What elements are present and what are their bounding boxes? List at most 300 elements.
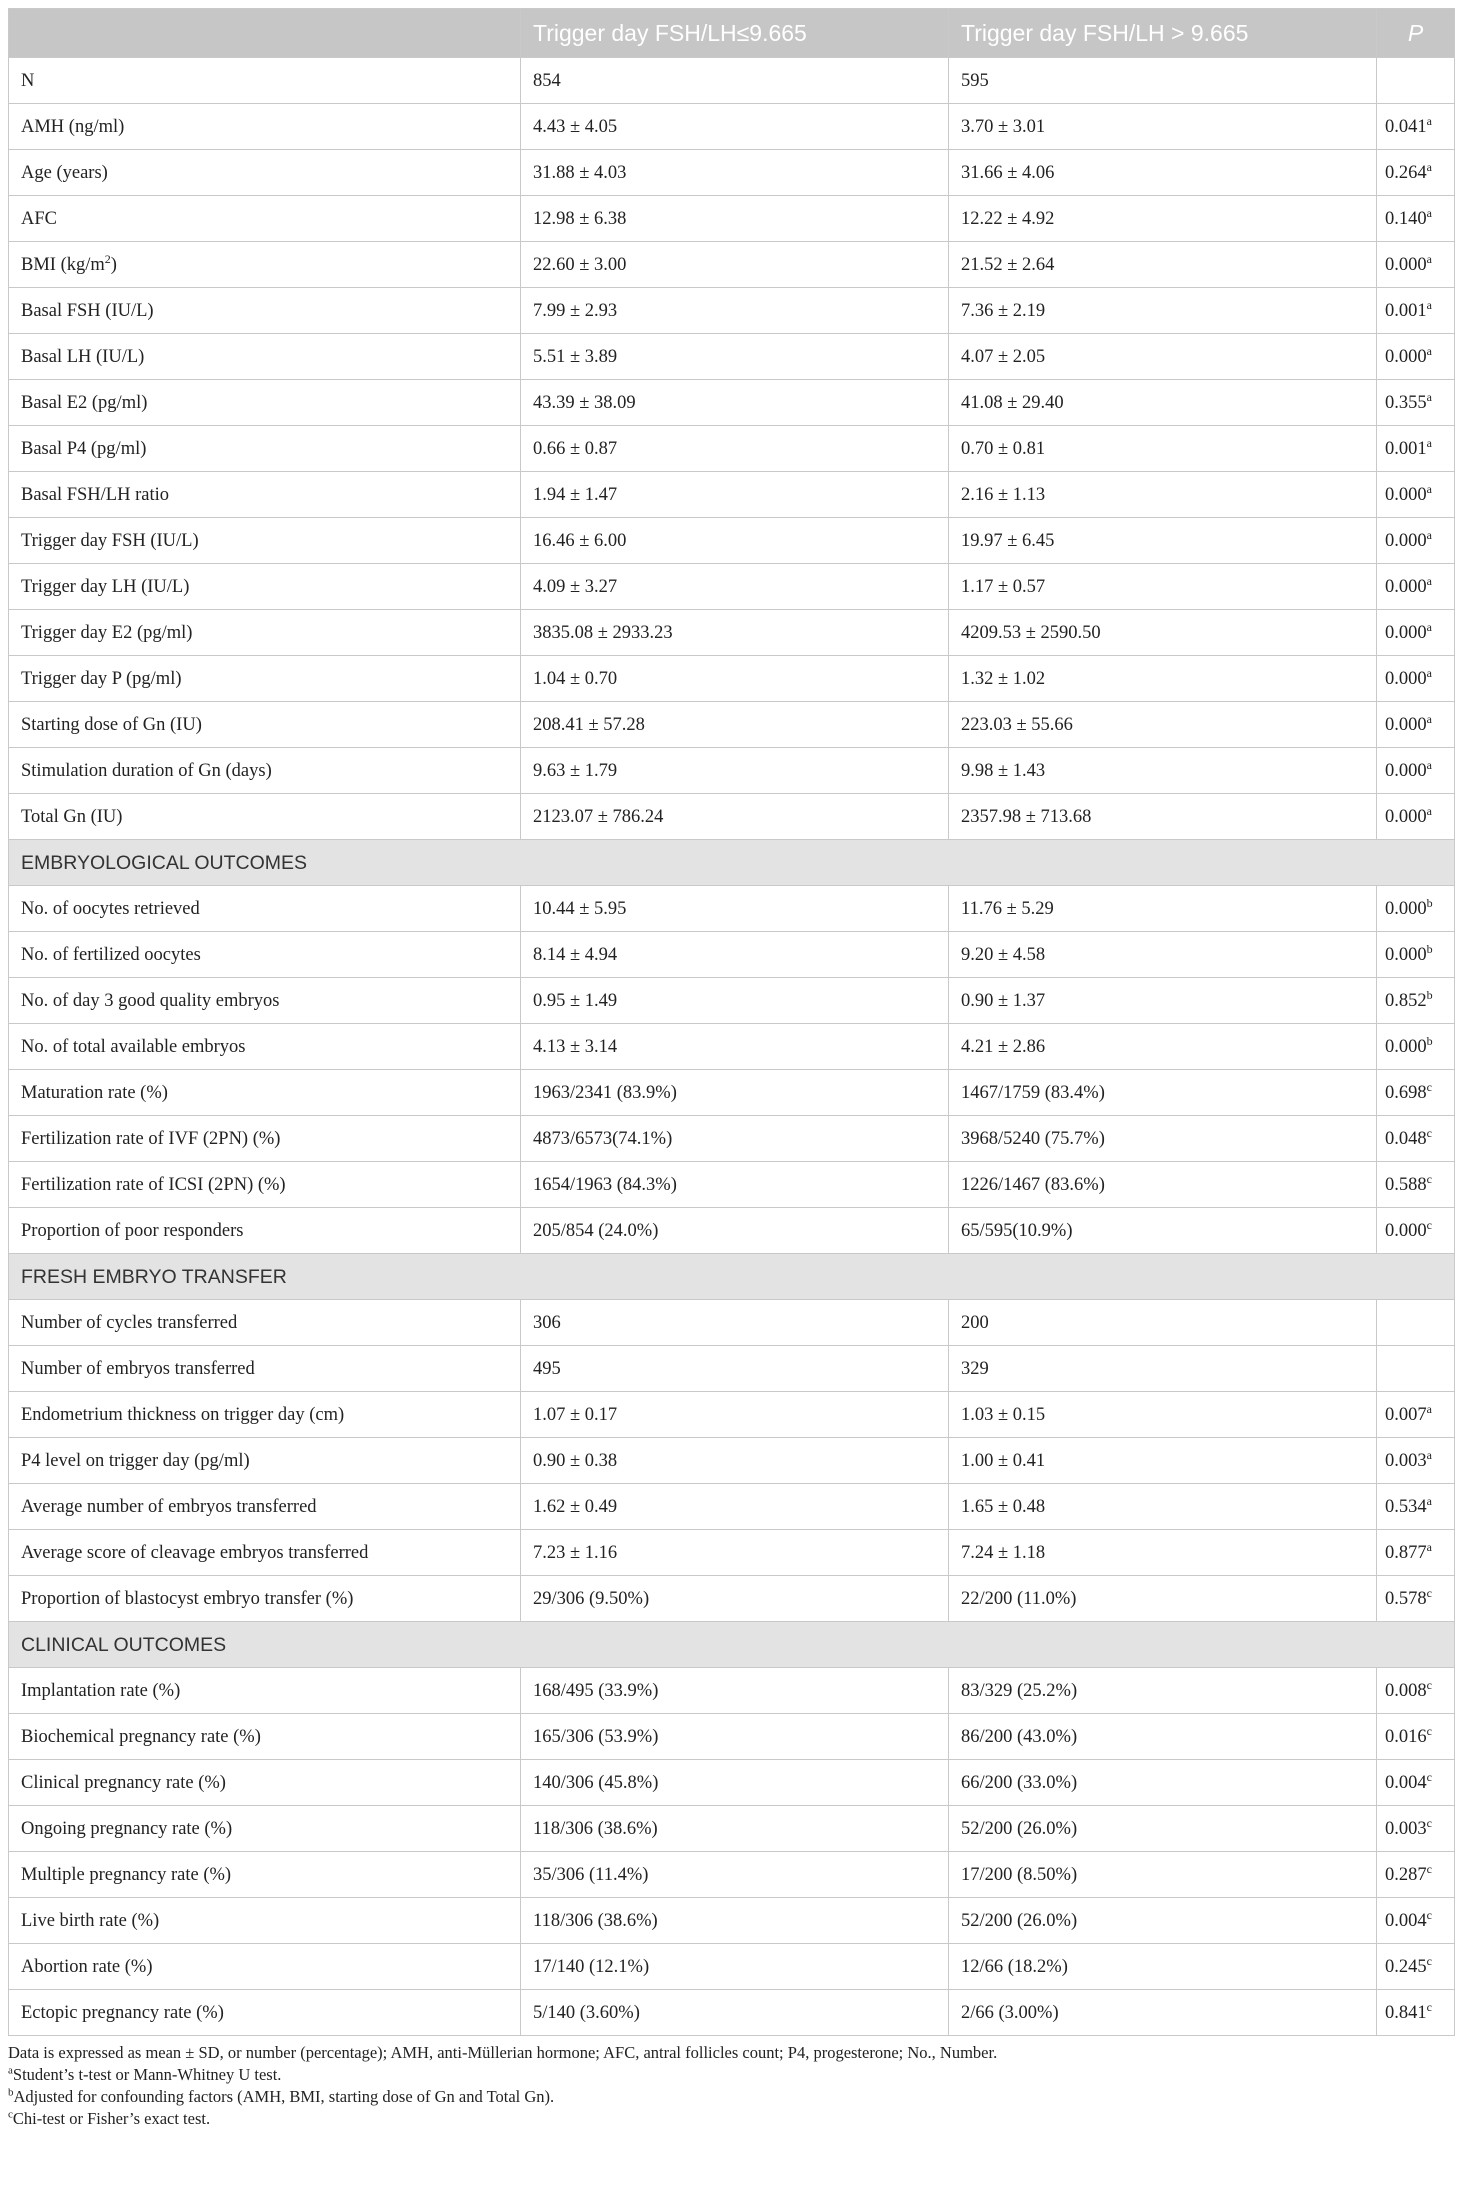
p-value-test-marker: b — [1426, 941, 1433, 956]
p-value-test-marker: c — [1426, 1585, 1432, 1600]
value-group-low: 165/306 (53.9%) — [521, 1714, 949, 1760]
value-group-low: 1.07 ± 0.17 — [521, 1392, 949, 1438]
row-label-text: Age (years) — [21, 162, 108, 183]
p-value-number: 0.140 — [1385, 208, 1427, 229]
p-value — [1377, 656, 1455, 702]
value-group-low: 4.13 ± 3.14 — [521, 1024, 949, 1070]
p-value-test-marker: a — [1426, 205, 1432, 220]
p-value — [1377, 1392, 1455, 1438]
row-label-text: P4 level on trigger day (pg/ml) — [21, 1450, 250, 1471]
p-value — [1377, 1300, 1455, 1346]
p-value-number: 0.000 — [1385, 484, 1427, 505]
p-value-number: 0.264 — [1385, 162, 1427, 183]
p-value-number: 0.698 — [1385, 1082, 1427, 1103]
row-label-text: Average score of cleavage embryos transferred — [21, 1542, 369, 1563]
row-label-text: Basal LH (IU/L) — [21, 346, 145, 367]
row-label-text: Basal FSH/LH ratio — [21, 484, 169, 505]
value-group-low: 140/306 (45.8%) — [521, 1760, 949, 1806]
row-label — [9, 104, 521, 150]
row-label-text: Abortion rate (%) — [21, 1956, 153, 1977]
row-label-text: Total Gn (IU) — [21, 806, 123, 827]
footnote-marker: a — [8, 2064, 13, 2077]
p-value-number: 0.016 — [1385, 1726, 1427, 1747]
p-value-number: 0.287 — [1385, 1864, 1427, 1885]
p-value — [1377, 150, 1455, 196]
row-label-text: Number of embryos transferred — [21, 1358, 255, 1379]
value-group-high: 7.36 ± 2.19 — [949, 288, 1377, 334]
row-label-text: Multiple pregnancy rate (%) — [21, 1864, 232, 1885]
value-group-low: 205/854 (24.0%) — [521, 1208, 949, 1254]
value-group-low: 0.66 ± 0.87 — [521, 426, 949, 472]
value-group-low: 168/495 (33.9%) — [521, 1668, 949, 1714]
row-label-text: Proportion of poor responders — [21, 1220, 244, 1241]
p-value — [1377, 1346, 1455, 1392]
value-group-high: 31.66 ± 4.06 — [949, 150, 1377, 196]
table-row — [9, 1576, 1455, 1622]
row-label-text: Stimulation duration of Gn (days) — [21, 760, 272, 781]
row-label-superscript: 2 — [104, 251, 111, 266]
table-row — [9, 1806, 1455, 1852]
row-label-text: Number of cycles transferred — [21, 1312, 238, 1333]
footnote-text: Data is expressed as mean ± SD, or number (percentage); AMH, anti-Müllerian hormone; AFC, antral follicles count; P4, progesterone; No., Number. — [8, 2043, 998, 2062]
row-label-text: AMH (ng/ml) — [21, 116, 125, 137]
p-value — [1377, 1208, 1455, 1254]
p-value-test-marker: b — [1426, 1033, 1433, 1048]
row-label-text: No. of day 3 good quality embryos — [21, 990, 280, 1011]
header-group-low: Trigger day FSH/LH≤9.665 — [521, 9, 949, 58]
row-label — [9, 1070, 521, 1116]
row-label-text: Trigger day E2 (pg/ml) — [21, 622, 193, 643]
value-group-high: 1.03 ± 0.15 — [949, 1392, 1377, 1438]
value-group-low: 118/306 (38.6%) — [521, 1898, 949, 1944]
p-value-number: 0.578 — [1385, 1588, 1427, 1609]
row-label — [9, 472, 521, 518]
table-row — [9, 1990, 1455, 2036]
value-group-low: 4.43 ± 4.05 — [521, 104, 949, 150]
p-value — [1377, 1898, 1455, 1944]
value-group-high: 329 — [949, 1346, 1377, 1392]
p-value-number: 0.588 — [1385, 1174, 1427, 1195]
value-group-high: 4.07 ± 2.05 — [949, 334, 1377, 380]
footnote — [8, 2086, 1454, 2108]
p-value-number: 0.003 — [1385, 1450, 1427, 1471]
value-group-low: 16.46 ± 6.00 — [521, 518, 949, 564]
table-row — [9, 1944, 1455, 1990]
table-row — [9, 380, 1455, 426]
row-label — [9, 518, 521, 564]
value-group-low: 3835.08 ± 2933.23 — [521, 610, 949, 656]
value-group-low: 4873/6573(74.1%) — [521, 1116, 949, 1162]
value-group-low: 12.98 ± 6.38 — [521, 196, 949, 242]
p-value — [1377, 978, 1455, 1024]
row-label-text: BMI (kg/m — [21, 254, 105, 275]
p-value — [1377, 886, 1455, 932]
p-value — [1377, 1530, 1455, 1576]
row-label — [9, 1898, 521, 1944]
row-label — [9, 1484, 521, 1530]
section-title: FRESH EMBRYO TRANSFER — [9, 1254, 1455, 1300]
row-label — [9, 1208, 521, 1254]
row-label — [9, 1162, 521, 1208]
value-group-high: 1226/1467 (83.6%) — [949, 1162, 1377, 1208]
p-value-number: 0.355 — [1385, 392, 1427, 413]
row-label-text: Basal P4 (pg/ml) — [21, 438, 147, 459]
footnote-marker: b — [8, 2086, 14, 2099]
value-group-high: 9.20 ± 4.58 — [949, 932, 1377, 978]
value-group-high: 1467/1759 (83.4%) — [949, 1070, 1377, 1116]
value-group-high: 0.90 ± 1.37 — [949, 978, 1377, 1024]
table-row — [9, 104, 1455, 150]
table-row — [9, 1300, 1455, 1346]
row-label — [9, 1300, 521, 1346]
p-value-test-marker: b — [1426, 987, 1433, 1002]
p-value-test-marker: c — [1426, 1217, 1432, 1232]
row-label — [9, 1024, 521, 1070]
value-group-high: 41.08 ± 29.40 — [949, 380, 1377, 426]
row-label-text: Maturation rate (%) — [21, 1082, 168, 1103]
value-group-low: 0.90 ± 0.38 — [521, 1438, 949, 1484]
p-value — [1377, 1070, 1455, 1116]
value-group-high: 19.97 ± 6.45 — [949, 518, 1377, 564]
p-value-number: 0.877 — [1385, 1542, 1427, 1563]
footnote-text: Chi-test or Fisher’s exact test. — [12, 2109, 211, 2128]
table-row — [9, 1898, 1455, 1944]
section-header-row — [9, 1254, 1455, 1300]
p-value-number: 0.000 — [1385, 944, 1427, 965]
p-value — [1377, 1668, 1455, 1714]
value-group-low: 118/306 (38.6%) — [521, 1806, 949, 1852]
p-value — [1377, 1162, 1455, 1208]
p-value — [1377, 334, 1455, 380]
p-value-test-marker: a — [1426, 573, 1432, 588]
table-row — [9, 1438, 1455, 1484]
row-label — [9, 196, 521, 242]
row-label-text: AFC — [21, 208, 57, 229]
p-value-test-marker: a — [1426, 1493, 1432, 1508]
value-group-high: 12/66 (18.2%) — [949, 1944, 1377, 1990]
p-value-test-marker: b — [1426, 895, 1433, 910]
value-group-low: 17/140 (12.1%) — [521, 1944, 949, 1990]
table-row — [9, 58, 1455, 104]
row-label — [9, 1760, 521, 1806]
row-label — [9, 1346, 521, 1392]
p-value-number: 0.001 — [1385, 300, 1427, 321]
row-label-text: Ectopic pregnancy rate (%) — [21, 2002, 224, 2023]
row-label-text: Basal FSH (IU/L) — [21, 300, 154, 321]
table-row — [9, 748, 1455, 794]
footnote — [8, 2108, 1454, 2130]
p-value-number: 0.001 — [1385, 438, 1427, 459]
table-row — [9, 1208, 1455, 1254]
section-header-row — [9, 840, 1455, 886]
value-group-high: 223.03 ± 55.66 — [949, 702, 1377, 748]
value-group-high: 0.70 ± 0.81 — [949, 426, 1377, 472]
row-label — [9, 1806, 521, 1852]
row-label-text: Trigger day FSH (IU/L) — [21, 530, 199, 551]
row-label — [9, 150, 521, 196]
row-label — [9, 1438, 521, 1484]
results-table — [8, 8, 1455, 2036]
p-value-test-marker: a — [1426, 1401, 1432, 1416]
row-label — [9, 656, 521, 702]
p-value — [1377, 748, 1455, 794]
value-group-high: 1.17 ± 0.57 — [949, 564, 1377, 610]
footnote-text: Adjusted for confounding factors (AMH, BMI, starting dose of Gn and Total Gn). — [13, 2087, 555, 2106]
table-row — [9, 932, 1455, 978]
p-value-test-marker: a — [1426, 757, 1432, 772]
value-group-low: 8.14 ± 4.94 — [521, 932, 949, 978]
p-value-number: 0.041 — [1385, 116, 1427, 137]
value-group-low: 5/140 (3.60%) — [521, 1990, 949, 2036]
p-value — [1377, 58, 1455, 104]
value-group-high: 2.16 ± 1.13 — [949, 472, 1377, 518]
row-label-text: Fertilization rate of IVF (2PN) (%) — [21, 1128, 281, 1149]
row-label — [9, 288, 521, 334]
footnote — [8, 2064, 1454, 2086]
p-value-test-marker: a — [1426, 343, 1432, 358]
table-row — [9, 794, 1455, 840]
row-label — [9, 702, 521, 748]
row-label — [9, 794, 521, 840]
p-value — [1377, 1438, 1455, 1484]
value-group-low: 9.63 ± 1.79 — [521, 748, 949, 794]
p-value — [1377, 196, 1455, 242]
row-label — [9, 932, 521, 978]
value-group-high: 22/200 (11.0%) — [949, 1576, 1377, 1622]
value-group-low: 495 — [521, 1346, 949, 1392]
row-label — [9, 1530, 521, 1576]
row-label — [9, 748, 521, 794]
p-value-test-marker: c — [1426, 1125, 1432, 1140]
p-value-test-marker: a — [1426, 159, 1432, 174]
footnote-marker: c — [8, 2108, 13, 2121]
row-label — [9, 380, 521, 426]
p-value-test-marker: a — [1426, 481, 1432, 496]
value-group-high: 2/66 (3.00%) — [949, 1990, 1377, 2036]
p-value-test-marker: c — [1426, 1079, 1432, 1094]
p-value — [1377, 1484, 1455, 1530]
table-row — [9, 1852, 1455, 1898]
table-row — [9, 978, 1455, 1024]
value-group-high: 52/200 (26.0%) — [949, 1806, 1377, 1852]
p-value-number: 0.000 — [1385, 254, 1427, 275]
table-row — [9, 1714, 1455, 1760]
table-row — [9, 1346, 1455, 1392]
p-value-test-marker: c — [1426, 1861, 1432, 1876]
p-value-test-marker: a — [1426, 527, 1432, 542]
p-value — [1377, 1944, 1455, 1990]
row-label — [9, 426, 521, 472]
table-row — [9, 1484, 1455, 1530]
table-row — [9, 288, 1455, 334]
p-value-number: 0.000 — [1385, 1036, 1427, 1057]
row-label — [9, 886, 521, 932]
value-group-high: 86/200 (43.0%) — [949, 1714, 1377, 1760]
row-label — [9, 1714, 521, 1760]
p-value-number: 0.008 — [1385, 1680, 1427, 1701]
row-label-text: Live birth rate (%) — [21, 1910, 160, 1931]
p-value-test-marker: a — [1426, 251, 1432, 266]
p-value-test-marker: c — [1426, 1677, 1432, 1692]
table-row — [9, 610, 1455, 656]
p-value-number: 0.000 — [1385, 760, 1427, 781]
row-label-text: Basal E2 (pg/ml) — [21, 392, 148, 413]
section-title: EMBRYOLOGICAL OUTCOMES — [9, 840, 1455, 886]
row-label — [9, 1668, 521, 1714]
value-group-high: 17/200 (8.50%) — [949, 1852, 1377, 1898]
table-row — [9, 1668, 1455, 1714]
value-group-low: 2123.07 ± 786.24 — [521, 794, 949, 840]
row-label — [9, 978, 521, 1024]
p-value — [1377, 242, 1455, 288]
row-label-text: No. of fertilized oocytes — [21, 944, 201, 965]
p-value-test-marker: c — [1426, 1907, 1432, 1922]
p-value — [1377, 1714, 1455, 1760]
p-value — [1377, 288, 1455, 334]
value-group-high: 2357.98 ± 713.68 — [949, 794, 1377, 840]
p-value-number: 0.000 — [1385, 622, 1427, 643]
value-group-low: 7.23 ± 1.16 — [521, 1530, 949, 1576]
table-row — [9, 1162, 1455, 1208]
p-value-number: 0.245 — [1385, 1956, 1427, 1977]
value-group-high: 83/329 (25.2%) — [949, 1668, 1377, 1714]
table-row — [9, 472, 1455, 518]
row-label-text: Proportion of blastocyst embryo transfer (%) — [21, 1588, 354, 1609]
p-value — [1377, 1760, 1455, 1806]
table-body — [9, 58, 1455, 2036]
row-label — [9, 1116, 521, 1162]
value-group-high: 9.98 ± 1.43 — [949, 748, 1377, 794]
value-group-low: 1.04 ± 0.70 — [521, 656, 949, 702]
section-title: CLINICAL OUTCOMES — [9, 1622, 1455, 1668]
row-label-text: Average number of embryos transferred — [21, 1496, 317, 1517]
value-group-high: 66/200 (33.0%) — [949, 1760, 1377, 1806]
p-value — [1377, 1990, 1455, 2036]
p-value — [1377, 518, 1455, 564]
p-value-test-marker: c — [1426, 1815, 1432, 1830]
p-value — [1377, 104, 1455, 150]
p-value-number: 0.000 — [1385, 714, 1427, 735]
p-value-test-marker: a — [1426, 1447, 1432, 1462]
p-value-test-marker: a — [1426, 435, 1432, 450]
p-value-number: 0.007 — [1385, 1404, 1427, 1425]
p-value — [1377, 1116, 1455, 1162]
value-group-low: 208.41 ± 57.28 — [521, 702, 949, 748]
p-value-number: 0.000 — [1385, 806, 1427, 827]
p-value-test-marker: c — [1426, 1769, 1432, 1784]
footnote-text: Student’s t-test or Mann-Whitney U test. — [12, 2065, 282, 2084]
row-label-text: Ongoing pregnancy rate (%) — [21, 1818, 233, 1839]
value-group-low: 31.88 ± 4.03 — [521, 150, 949, 196]
p-value-number: 0.000 — [1385, 346, 1427, 367]
value-group-high: 65/595(10.9%) — [949, 1208, 1377, 1254]
table-row — [9, 334, 1455, 380]
p-value — [1377, 472, 1455, 518]
value-group-low: 22.60 ± 3.00 — [521, 242, 949, 288]
value-group-low: 306 — [521, 1300, 949, 1346]
row-label-text: Clinical pregnancy rate (%) — [21, 1772, 226, 1793]
row-label-text: Implantation rate (%) — [21, 1680, 181, 1701]
p-value-test-marker: c — [1426, 1171, 1432, 1186]
row-label-suffix: ) — [110, 254, 117, 275]
table-row — [9, 518, 1455, 564]
row-label — [9, 610, 521, 656]
value-group-low: 1.62 ± 0.49 — [521, 1484, 949, 1530]
table-row — [9, 1116, 1455, 1162]
p-value-test-marker: c — [1426, 1723, 1432, 1738]
value-group-high: 52/200 (26.0%) — [949, 1898, 1377, 1944]
value-group-low: 1654/1963 (84.3%) — [521, 1162, 949, 1208]
value-group-low: 0.95 ± 1.49 — [521, 978, 949, 1024]
table-row — [9, 1530, 1455, 1576]
row-label — [9, 1990, 521, 2036]
p-value-number: 0.841 — [1385, 2002, 1427, 2023]
row-label — [9, 242, 521, 288]
table-header-row — [9, 9, 1455, 58]
p-value — [1377, 702, 1455, 748]
p-value — [1377, 564, 1455, 610]
row-label-text: Starting dose of Gn (IU) — [21, 714, 202, 735]
table-row — [9, 564, 1455, 610]
p-value-test-marker: a — [1426, 1539, 1432, 1554]
row-label-text: No. of oocytes retrieved — [21, 898, 200, 919]
value-group-low: 10.44 ± 5.95 — [521, 886, 949, 932]
p-value — [1377, 1806, 1455, 1852]
section-header-row — [9, 1622, 1455, 1668]
row-label-text: Biochemical pregnancy rate (%) — [21, 1726, 261, 1747]
table-footnotes — [8, 2042, 1454, 2130]
row-label-text: Fertilization rate of ICSI (2PN) (%) — [21, 1174, 286, 1195]
row-label — [9, 1576, 521, 1622]
p-value — [1377, 932, 1455, 978]
p-value-test-marker: a — [1426, 619, 1432, 634]
value-group-high: 1.32 ± 1.02 — [949, 656, 1377, 702]
p-value-number: 0.852 — [1385, 990, 1427, 1011]
value-group-high: 200 — [949, 1300, 1377, 1346]
table-row — [9, 702, 1455, 748]
p-value-number: 0.004 — [1385, 1772, 1427, 1793]
row-label — [9, 334, 521, 380]
row-label-text: Trigger day LH (IU/L) — [21, 576, 190, 597]
results-table-container — [8, 8, 1454, 2130]
table-row — [9, 196, 1455, 242]
p-value — [1377, 610, 1455, 656]
p-value-number: 0.048 — [1385, 1128, 1427, 1149]
p-value — [1377, 380, 1455, 426]
table-row — [9, 1392, 1455, 1438]
p-value-test-marker: a — [1426, 665, 1432, 680]
header-p-value: P — [1377, 9, 1455, 58]
value-group-high: 4.21 ± 2.86 — [949, 1024, 1377, 1070]
value-group-low: 854 — [521, 58, 949, 104]
row-label — [9, 58, 521, 104]
value-group-high: 12.22 ± 4.92 — [949, 196, 1377, 242]
p-value-number: 0.534 — [1385, 1496, 1427, 1517]
header-variable — [9, 9, 521, 58]
value-group-high: 3968/5240 (75.7%) — [949, 1116, 1377, 1162]
row-label — [9, 1944, 521, 1990]
p-value — [1377, 426, 1455, 472]
table-row — [9, 150, 1455, 196]
p-value-test-marker: a — [1426, 711, 1432, 726]
table-row — [9, 426, 1455, 472]
row-label-text: Endometrium thickness on trigger day (cm) — [21, 1404, 345, 1425]
value-group-low: 4.09 ± 3.27 — [521, 564, 949, 610]
p-value-number: 0.000 — [1385, 1220, 1427, 1241]
p-value-number: 0.000 — [1385, 576, 1427, 597]
value-group-low: 7.99 ± 2.93 — [521, 288, 949, 334]
p-value-test-marker: c — [1426, 1999, 1432, 2014]
